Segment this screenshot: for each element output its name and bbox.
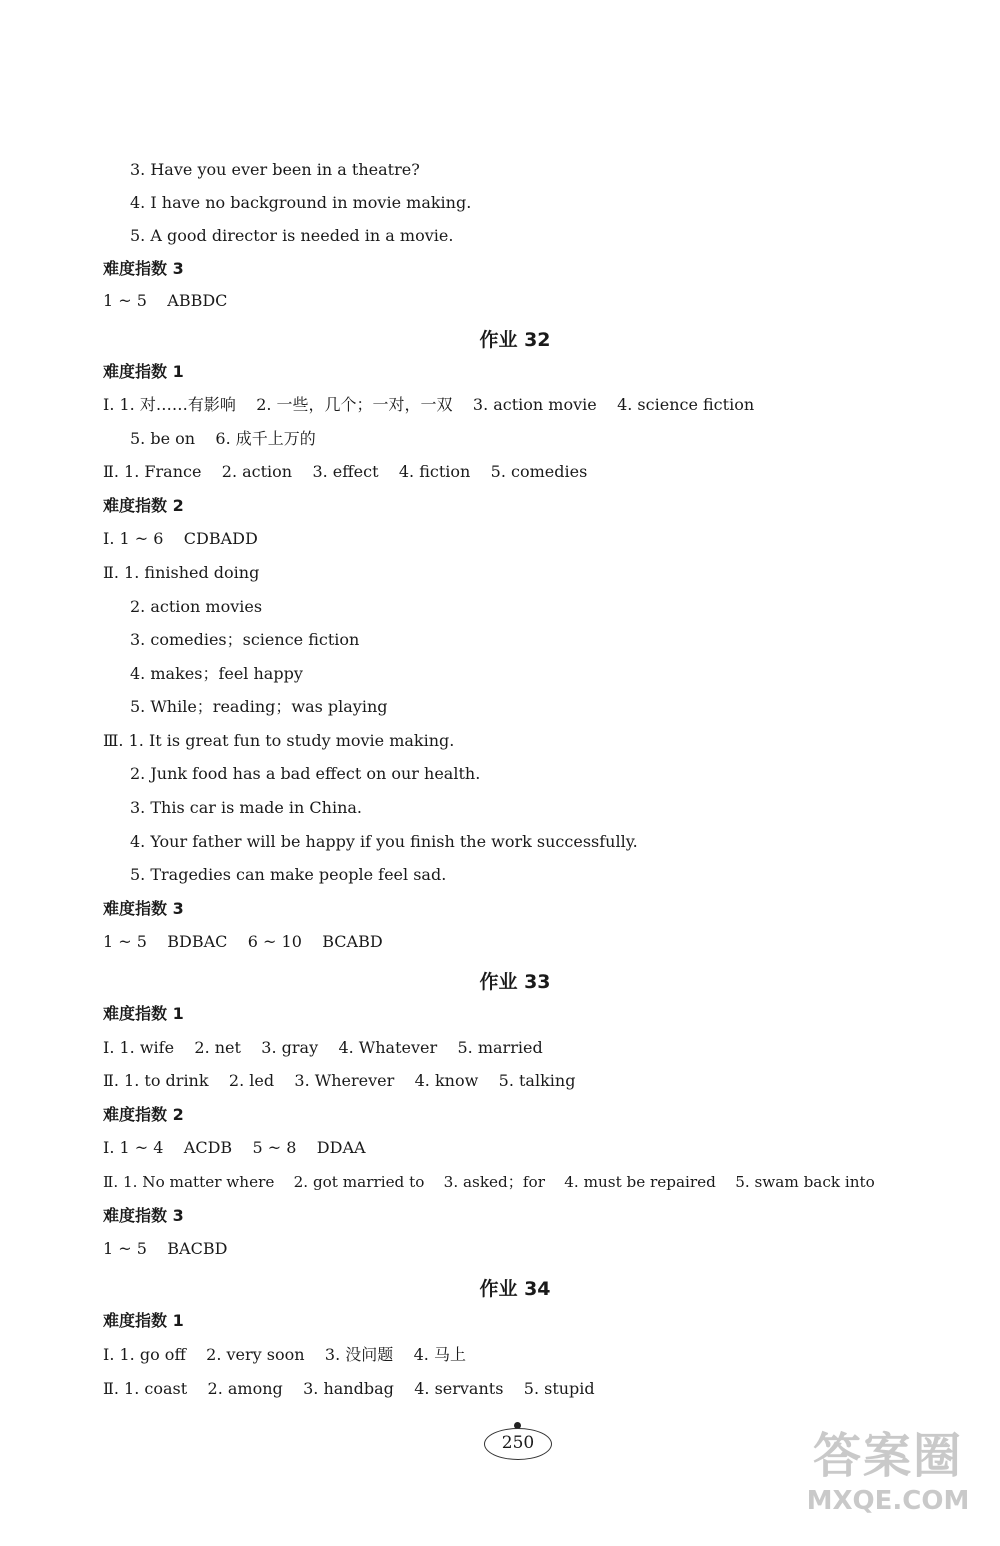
difficulty-heading: 难度指数 2 [103, 496, 184, 515]
answer-line: 4. makes；feel happy [130, 664, 303, 683]
answer-line: 5. be on 6. 成千上万的 [130, 429, 316, 448]
answer-line: 5. A good director is needed in a movie. [130, 226, 454, 245]
difficulty-heading: 难度指数 1 [103, 1311, 184, 1330]
answer-line: 4. Your father will be happy if you finish the work successfully. [130, 832, 638, 851]
difficulty-heading: 难度指数 1 [103, 362, 184, 381]
watermark-logo [788, 1426, 988, 1536]
answer-line: Ⅲ. 1. It is great fun to study movie making. [103, 731, 455, 750]
answer-line: Ⅰ. 1. wife 2. net 3. gray 4. Whatever 5. married [103, 1038, 543, 1057]
answer-line: Ⅱ. 1. finished doing [103, 563, 260, 582]
answer-line: Ⅱ. 1. No matter where 2. got married to 3. asked；for 4. must be repaired 5. swam back into [103, 1173, 875, 1191]
difficulty-heading: 难度指数 3 [103, 1206, 184, 1225]
answer-line: Ⅰ. 1 ~ 4 ACDB 5 ~ 8 DDAA [103, 1138, 366, 1157]
watermark-top: 答案圈 [812, 1428, 963, 1484]
answer-line: 3. This car is made in China. [130, 798, 362, 817]
answer-line: 1 ~ 5 BDBAC 6 ~ 10 BCABD [103, 932, 383, 951]
difficulty-heading: 难度指数 3 [103, 259, 184, 278]
section-title-32: 作业 32 [479, 329, 551, 351]
page-number: 250 [501, 1433, 535, 1453]
answer-line: Ⅱ. 1. coast 2. among 3. handbag 4. servants 5. stupid [103, 1379, 595, 1398]
answer-line: Ⅱ. 1. to drink 2. led 3. Wherever 4. know 5. talking [103, 1071, 576, 1090]
watermark-bottom: MXQE.COM [806, 1486, 970, 1516]
section-title-33: 作业 33 [479, 971, 551, 993]
answer-line: 5. While；reading；was playing [130, 697, 388, 716]
difficulty-heading: 难度指数 2 [103, 1105, 184, 1124]
section-title-34: 作业 34 [479, 1278, 551, 1300]
answer-line: 2. action movies [130, 597, 263, 616]
answer-line: 1 ~ 5 BACBD [103, 1239, 228, 1258]
answer-line: Ⅰ. 1. 对……有影响 2. 一些，几个；一对，一双 3. action movie 4. science fiction [103, 395, 755, 414]
answer-line: Ⅱ. 1. France 2. action 3. effect 4. fiction 5. comedies [103, 462, 588, 481]
difficulty-heading: 难度指数 1 [103, 1004, 184, 1023]
page-number-badge [478, 1420, 558, 1464]
answer-line: 1 ~ 5 ABBDC [103, 291, 228, 310]
answer-line: 4. I have no background in movie making. [130, 193, 472, 212]
answer-line: 5. Tragedies can make people feel sad. [130, 865, 447, 884]
answer-line: Ⅰ. 1. go off 2. very soon 3. 没问题 4. 马上 [103, 1345, 466, 1364]
answer-line: Ⅰ. 1 ~ 6 CDBADD [103, 529, 258, 548]
difficulty-heading: 难度指数 3 [103, 899, 184, 918]
answer-line: 3. Have you ever been in a theatre? [130, 160, 420, 179]
answer-line: 2. Junk food has a bad effect on our health. [130, 764, 481, 783]
answer-line: 3. comedies；science fiction [130, 630, 360, 649]
